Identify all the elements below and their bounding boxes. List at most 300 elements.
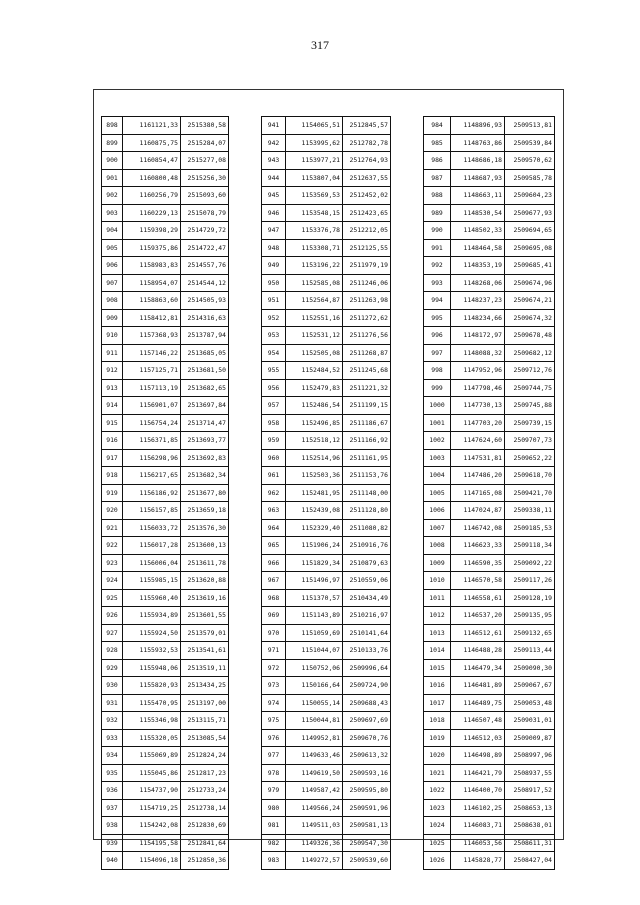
table-row bbox=[102, 222, 229, 240]
table-row bbox=[424, 117, 555, 135]
point-number-cell: 1013 bbox=[424, 624, 451, 642]
x-coordinate-cell: 1152531,12 bbox=[286, 327, 343, 345]
table-row bbox=[424, 554, 555, 572]
y-coordinate-cell: 2509682,12 bbox=[505, 344, 555, 362]
table-row bbox=[262, 712, 391, 730]
coordinate-table-2 bbox=[261, 116, 391, 870]
point-number-cell: 1011 bbox=[424, 589, 451, 607]
y-coordinate-cell: 2512738,14 bbox=[181, 799, 229, 817]
x-coordinate-cell: 1152439,08 bbox=[286, 502, 343, 520]
y-coordinate-cell: 2512125,55 bbox=[343, 239, 391, 257]
y-coordinate-cell: 2513541,61 bbox=[181, 642, 229, 660]
table-row bbox=[102, 169, 229, 187]
point-number-cell: 947 bbox=[262, 222, 286, 240]
point-number-cell: 901 bbox=[102, 169, 123, 187]
point-number-cell: 1015 bbox=[424, 659, 451, 677]
y-coordinate-cell: 2509090,30 bbox=[505, 659, 555, 677]
table-row bbox=[262, 397, 391, 415]
table-row bbox=[424, 782, 555, 800]
y-coordinate-cell: 2509570,62 bbox=[505, 152, 555, 170]
table-row bbox=[424, 624, 555, 642]
y-coordinate-cell: 2513682,65 bbox=[181, 379, 229, 397]
y-coordinate-cell: 2509067,67 bbox=[505, 677, 555, 695]
point-number-cell: 984 bbox=[424, 117, 451, 135]
table-row bbox=[262, 204, 391, 222]
point-number-cell: 906 bbox=[102, 257, 123, 275]
x-coordinate-cell: 1151496,97 bbox=[286, 572, 343, 590]
x-coordinate-cell: 1151059,69 bbox=[286, 624, 343, 642]
x-coordinate-cell: 1146512,03 bbox=[451, 729, 505, 747]
x-coordinate-cell: 1154065,51 bbox=[286, 117, 343, 135]
point-number-cell: 923 bbox=[102, 554, 123, 572]
y-coordinate-cell: 2514544,12 bbox=[181, 274, 229, 292]
y-coordinate-cell: 2513677,80 bbox=[181, 484, 229, 502]
point-number-cell: 1005 bbox=[424, 484, 451, 502]
table-row bbox=[102, 432, 229, 450]
table-row bbox=[262, 817, 391, 835]
x-coordinate-cell: 1152481,95 bbox=[286, 484, 343, 502]
x-coordinate-cell: 1156017,28 bbox=[123, 537, 181, 555]
table-row bbox=[424, 677, 555, 695]
x-coordinate-cell: 1149619,50 bbox=[286, 764, 343, 782]
y-coordinate-cell: 2512782,78 bbox=[343, 134, 391, 152]
point-number-cell: 974 bbox=[262, 694, 286, 712]
table-row bbox=[102, 659, 229, 677]
point-number-cell: 967 bbox=[262, 572, 286, 590]
point-number-cell: 943 bbox=[262, 152, 286, 170]
table-row bbox=[424, 607, 555, 625]
table-row bbox=[102, 729, 229, 747]
table-row bbox=[262, 554, 391, 572]
point-number-cell: 1020 bbox=[424, 747, 451, 765]
point-number-cell: 972 bbox=[262, 659, 286, 677]
point-number-cell: 955 bbox=[262, 362, 286, 380]
table-row bbox=[102, 257, 229, 275]
x-coordinate-cell: 1151370,57 bbox=[286, 589, 343, 607]
y-coordinate-cell: 2509685,41 bbox=[505, 257, 555, 275]
point-number-cell: 915 bbox=[102, 414, 123, 432]
x-coordinate-cell: 1148268,06 bbox=[451, 274, 505, 292]
table-row bbox=[262, 484, 391, 502]
x-coordinate-cell: 1146558,61 bbox=[451, 589, 505, 607]
point-number-cell: 959 bbox=[262, 432, 286, 450]
x-coordinate-cell: 1146537,20 bbox=[451, 607, 505, 625]
table-row bbox=[424, 712, 555, 730]
x-coordinate-cell: 1155948,06 bbox=[123, 659, 181, 677]
y-coordinate-cell: 2514316,63 bbox=[181, 309, 229, 327]
y-coordinate-cell: 2509421,70 bbox=[505, 484, 555, 502]
x-coordinate-cell: 1152551,16 bbox=[286, 309, 343, 327]
table-row bbox=[102, 327, 229, 345]
y-coordinate-cell: 2513682,34 bbox=[181, 467, 229, 485]
table-row bbox=[262, 502, 391, 520]
x-coordinate-cell: 1155470,95 bbox=[123, 694, 181, 712]
point-number-cell: 975 bbox=[262, 712, 286, 730]
y-coordinate-cell: 2509547,30 bbox=[343, 834, 391, 852]
table-row bbox=[262, 467, 391, 485]
table-row bbox=[102, 852, 229, 870]
y-coordinate-cell: 2513576,30 bbox=[181, 519, 229, 537]
x-coordinate-cell: 1152496,85 bbox=[286, 414, 343, 432]
x-coordinate-cell: 1146400,70 bbox=[451, 782, 505, 800]
table-row bbox=[262, 589, 391, 607]
x-coordinate-cell: 1153807,04 bbox=[286, 169, 343, 187]
point-number-cell: 977 bbox=[262, 747, 286, 765]
table-row bbox=[102, 694, 229, 712]
x-coordinate-cell: 1157125,71 bbox=[123, 362, 181, 380]
point-number-cell: 940 bbox=[102, 852, 123, 870]
y-coordinate-cell: 2509670,76 bbox=[343, 729, 391, 747]
y-coordinate-cell: 2513619,16 bbox=[181, 589, 229, 607]
point-number-cell: 958 bbox=[262, 414, 286, 432]
x-coordinate-cell: 1152479,83 bbox=[286, 379, 343, 397]
point-number-cell: 1004 bbox=[424, 467, 451, 485]
y-coordinate-cell: 2509674,21 bbox=[505, 292, 555, 310]
y-coordinate-cell: 2511979,19 bbox=[343, 257, 391, 275]
x-coordinate-cell: 1146083,71 bbox=[451, 817, 505, 835]
table-row bbox=[262, 659, 391, 677]
y-coordinate-cell: 2509135,95 bbox=[505, 607, 555, 625]
point-number-cell: 953 bbox=[262, 327, 286, 345]
y-coordinate-cell: 2509539,60 bbox=[343, 852, 391, 870]
y-coordinate-cell: 2513600,13 bbox=[181, 537, 229, 555]
x-coordinate-cell: 1148502,33 bbox=[451, 222, 505, 240]
x-coordinate-cell: 1147024,87 bbox=[451, 502, 505, 520]
x-coordinate-cell: 1154719,25 bbox=[123, 799, 181, 817]
y-coordinate-cell: 2514505,93 bbox=[181, 292, 229, 310]
y-coordinate-cell: 2511276,56 bbox=[343, 327, 391, 345]
x-coordinate-cell: 1148763,86 bbox=[451, 134, 505, 152]
x-coordinate-cell: 1149587,42 bbox=[286, 782, 343, 800]
y-coordinate-cell: 2511272,62 bbox=[343, 309, 391, 327]
table-row bbox=[262, 187, 391, 205]
point-number-cell: 899 bbox=[102, 134, 123, 152]
x-coordinate-cell: 1158954,07 bbox=[123, 274, 181, 292]
point-number-cell: 932 bbox=[102, 712, 123, 730]
y-coordinate-cell: 2513115,71 bbox=[181, 712, 229, 730]
x-coordinate-cell: 1156217,65 bbox=[123, 467, 181, 485]
y-coordinate-cell: 2511161,95 bbox=[343, 449, 391, 467]
y-coordinate-cell: 2510434,49 bbox=[343, 589, 391, 607]
point-number-cell: 946 bbox=[262, 204, 286, 222]
x-coordinate-cell: 1150752,06 bbox=[286, 659, 343, 677]
y-coordinate-cell: 2509591,96 bbox=[343, 799, 391, 817]
table-row bbox=[424, 834, 555, 852]
x-coordinate-cell: 1146489,75 bbox=[451, 694, 505, 712]
point-number-cell: 1002 bbox=[424, 432, 451, 450]
y-coordinate-cell: 2513714,47 bbox=[181, 414, 229, 432]
table-row bbox=[262, 362, 391, 380]
point-number-cell: 978 bbox=[262, 764, 286, 782]
table-row bbox=[102, 607, 229, 625]
x-coordinate-cell: 1146421,79 bbox=[451, 764, 505, 782]
x-coordinate-cell: 1148530,54 bbox=[451, 204, 505, 222]
point-number-cell: 919 bbox=[102, 484, 123, 502]
x-coordinate-cell: 1155934,89 bbox=[123, 607, 181, 625]
x-coordinate-cell: 1146488,28 bbox=[451, 642, 505, 660]
table-row bbox=[424, 572, 555, 590]
x-coordinate-cell: 1154195,58 bbox=[123, 834, 181, 852]
table-row bbox=[102, 799, 229, 817]
y-coordinate-cell: 2514722,47 bbox=[181, 239, 229, 257]
y-coordinate-cell: 2511268,87 bbox=[343, 344, 391, 362]
x-coordinate-cell: 1150166,64 bbox=[286, 677, 343, 695]
point-number-cell: 921 bbox=[102, 519, 123, 537]
table-row bbox=[262, 747, 391, 765]
y-coordinate-cell: 2513681,50 bbox=[181, 362, 229, 380]
table-row bbox=[262, 677, 391, 695]
table-row bbox=[102, 712, 229, 730]
y-coordinate-cell: 2509724,90 bbox=[343, 677, 391, 695]
table-row bbox=[424, 852, 555, 870]
y-coordinate-cell: 2514729,72 bbox=[181, 222, 229, 240]
y-coordinate-cell: 2509117,26 bbox=[505, 572, 555, 590]
point-number-cell: 907 bbox=[102, 274, 123, 292]
x-coordinate-cell: 1151143,89 bbox=[286, 607, 343, 625]
point-number-cell: 973 bbox=[262, 677, 286, 695]
table-row bbox=[424, 169, 555, 187]
point-number-cell: 924 bbox=[102, 572, 123, 590]
table-row bbox=[102, 642, 229, 660]
x-coordinate-cell: 1149272,57 bbox=[286, 852, 343, 870]
table-row bbox=[102, 309, 229, 327]
y-coordinate-cell: 2513197,00 bbox=[181, 694, 229, 712]
y-coordinate-cell: 2508638,01 bbox=[505, 817, 555, 835]
x-coordinate-cell: 1148896,93 bbox=[451, 117, 505, 135]
point-number-cell: 1024 bbox=[424, 817, 451, 835]
x-coordinate-cell: 1152514,96 bbox=[286, 449, 343, 467]
table-row bbox=[424, 729, 555, 747]
x-coordinate-cell: 1157368,93 bbox=[123, 327, 181, 345]
table-row bbox=[262, 624, 391, 642]
x-coordinate-cell: 1153196,22 bbox=[286, 257, 343, 275]
x-coordinate-cell: 1155045,86 bbox=[123, 764, 181, 782]
x-coordinate-cell: 1149633,46 bbox=[286, 747, 343, 765]
point-number-cell: 922 bbox=[102, 537, 123, 555]
point-number-cell: 987 bbox=[424, 169, 451, 187]
point-number-cell: 988 bbox=[424, 187, 451, 205]
x-coordinate-cell: 1149952,81 bbox=[286, 729, 343, 747]
y-coordinate-cell: 2509745,88 bbox=[505, 397, 555, 415]
point-number-cell: 1026 bbox=[424, 852, 451, 870]
x-coordinate-cell: 1147703,20 bbox=[451, 414, 505, 432]
point-number-cell: 962 bbox=[262, 484, 286, 502]
y-coordinate-cell: 2509581,13 bbox=[343, 817, 391, 835]
point-number-cell: 979 bbox=[262, 782, 286, 800]
y-coordinate-cell: 2509593,16 bbox=[343, 764, 391, 782]
y-coordinate-cell: 2513519,11 bbox=[181, 659, 229, 677]
y-coordinate-cell: 2513434,25 bbox=[181, 677, 229, 695]
y-coordinate-cell: 2509695,08 bbox=[505, 239, 555, 257]
x-coordinate-cell: 1159375,86 bbox=[123, 239, 181, 257]
y-coordinate-cell: 2512841,64 bbox=[181, 834, 229, 852]
point-number-cell: 997 bbox=[424, 344, 451, 362]
x-coordinate-cell: 1147798,46 bbox=[451, 379, 505, 397]
x-coordinate-cell: 1149566,24 bbox=[286, 799, 343, 817]
x-coordinate-cell: 1151906,24 bbox=[286, 537, 343, 555]
y-coordinate-cell: 2509604,23 bbox=[505, 187, 555, 205]
y-coordinate-cell: 2511263,98 bbox=[343, 292, 391, 310]
point-number-cell: 1023 bbox=[424, 799, 451, 817]
y-coordinate-cell: 2510216,97 bbox=[343, 607, 391, 625]
table-row bbox=[424, 274, 555, 292]
table-row bbox=[102, 187, 229, 205]
point-number-cell: 939 bbox=[102, 834, 123, 852]
x-coordinate-cell: 1154242,08 bbox=[123, 817, 181, 835]
x-coordinate-cell: 1155069,89 bbox=[123, 747, 181, 765]
x-coordinate-cell: 1153977,21 bbox=[286, 152, 343, 170]
x-coordinate-cell: 1152329,40 bbox=[286, 519, 343, 537]
point-number-cell: 1010 bbox=[424, 572, 451, 590]
table-row bbox=[262, 449, 391, 467]
table-row bbox=[424, 362, 555, 380]
table-row bbox=[424, 432, 555, 450]
y-coordinate-cell: 2509338,11 bbox=[505, 502, 555, 520]
y-coordinate-cell: 2509113,44 bbox=[505, 642, 555, 660]
y-coordinate-cell: 2515093,60 bbox=[181, 187, 229, 205]
x-coordinate-cell: 1157146,22 bbox=[123, 344, 181, 362]
x-coordinate-cell: 1151829,34 bbox=[286, 554, 343, 572]
x-coordinate-cell: 1156371,85 bbox=[123, 432, 181, 450]
table-row bbox=[262, 764, 391, 782]
x-coordinate-cell: 1155924,50 bbox=[123, 624, 181, 642]
point-number-cell: 1018 bbox=[424, 712, 451, 730]
table-row bbox=[262, 782, 391, 800]
table-row bbox=[102, 239, 229, 257]
point-number-cell: 942 bbox=[262, 134, 286, 152]
y-coordinate-cell: 2511186,67 bbox=[343, 414, 391, 432]
point-number-cell: 910 bbox=[102, 327, 123, 345]
point-number-cell: 991 bbox=[424, 239, 451, 257]
y-coordinate-cell: 2509585,78 bbox=[505, 169, 555, 187]
table-row bbox=[262, 572, 391, 590]
x-coordinate-cell: 1160875,75 bbox=[123, 134, 181, 152]
y-coordinate-cell: 2511080,82 bbox=[343, 519, 391, 537]
point-number-cell: 954 bbox=[262, 344, 286, 362]
y-coordinate-cell: 2515277,08 bbox=[181, 152, 229, 170]
y-coordinate-cell: 2508427,04 bbox=[505, 852, 555, 870]
point-number-cell: 966 bbox=[262, 554, 286, 572]
point-number-cell: 1001 bbox=[424, 414, 451, 432]
x-coordinate-cell: 1146507,48 bbox=[451, 712, 505, 730]
y-coordinate-cell: 2512452,02 bbox=[343, 187, 391, 205]
point-number-cell: 904 bbox=[102, 222, 123, 240]
point-number-cell: 985 bbox=[424, 134, 451, 152]
page-number: 317 bbox=[311, 38, 329, 52]
x-coordinate-cell: 1158412,81 bbox=[123, 309, 181, 327]
x-coordinate-cell: 1148663,11 bbox=[451, 187, 505, 205]
table-row bbox=[424, 467, 555, 485]
x-coordinate-cell: 1158983,83 bbox=[123, 257, 181, 275]
y-coordinate-cell: 2508611,31 bbox=[505, 834, 555, 852]
table-row bbox=[424, 484, 555, 502]
x-coordinate-cell: 1153995,62 bbox=[286, 134, 343, 152]
x-coordinate-cell: 1152505,08 bbox=[286, 344, 343, 362]
table-row bbox=[102, 519, 229, 537]
table-row bbox=[102, 484, 229, 502]
y-coordinate-cell: 2515256,30 bbox=[181, 169, 229, 187]
y-coordinate-cell: 2513620,88 bbox=[181, 572, 229, 590]
y-coordinate-cell: 2509996,64 bbox=[343, 659, 391, 677]
x-coordinate-cell: 1149326,36 bbox=[286, 834, 343, 852]
y-coordinate-cell: 2513085,54 bbox=[181, 729, 229, 747]
y-coordinate-cell: 2510879,63 bbox=[343, 554, 391, 572]
point-number-cell: 914 bbox=[102, 397, 123, 415]
y-coordinate-cell: 2512764,93 bbox=[343, 152, 391, 170]
point-number-cell: 905 bbox=[102, 239, 123, 257]
y-coordinate-cell: 2509513,81 bbox=[505, 117, 555, 135]
y-coordinate-cell: 2510141,64 bbox=[343, 624, 391, 642]
point-number-cell: 1022 bbox=[424, 782, 451, 800]
x-coordinate-cell: 1156186,92 bbox=[123, 484, 181, 502]
table-row bbox=[424, 589, 555, 607]
y-coordinate-cell: 2511153,76 bbox=[343, 467, 391, 485]
y-coordinate-cell: 2512850,36 bbox=[181, 852, 229, 870]
x-coordinate-cell: 1152518,12 bbox=[286, 432, 343, 450]
x-coordinate-cell: 1152484,52 bbox=[286, 362, 343, 380]
point-number-cell: 903 bbox=[102, 204, 123, 222]
point-number-cell: 1016 bbox=[424, 677, 451, 695]
x-coordinate-cell: 1152486,54 bbox=[286, 397, 343, 415]
y-coordinate-cell: 2509674,32 bbox=[505, 309, 555, 327]
point-number-cell: 970 bbox=[262, 624, 286, 642]
table-row bbox=[424, 799, 555, 817]
x-coordinate-cell: 1153308,71 bbox=[286, 239, 343, 257]
y-coordinate-cell: 2513579,01 bbox=[181, 624, 229, 642]
y-coordinate-cell: 2511128,80 bbox=[343, 502, 391, 520]
y-coordinate-cell: 2509688,43 bbox=[343, 694, 391, 712]
table-row bbox=[424, 379, 555, 397]
point-number-cell: 981 bbox=[262, 817, 286, 835]
point-number-cell: 908 bbox=[102, 292, 123, 310]
y-coordinate-cell: 2510559,06 bbox=[343, 572, 391, 590]
x-coordinate-cell: 1154096,18 bbox=[123, 852, 181, 870]
x-coordinate-cell: 1146590,35 bbox=[451, 554, 505, 572]
x-coordinate-cell: 1160854,47 bbox=[123, 152, 181, 170]
table-row bbox=[424, 817, 555, 835]
point-number-cell: 1009 bbox=[424, 554, 451, 572]
y-coordinate-cell: 2512817,23 bbox=[181, 764, 229, 782]
x-coordinate-cell: 1146481,89 bbox=[451, 677, 505, 695]
table-row bbox=[262, 852, 391, 870]
x-coordinate-cell: 1158863,60 bbox=[123, 292, 181, 310]
x-coordinate-cell: 1147952,96 bbox=[451, 362, 505, 380]
x-coordinate-cell: 1155932,53 bbox=[123, 642, 181, 660]
table-row bbox=[262, 537, 391, 555]
x-coordinate-cell: 1155320,05 bbox=[123, 729, 181, 747]
y-coordinate-cell: 2512824,24 bbox=[181, 747, 229, 765]
point-number-cell: 980 bbox=[262, 799, 286, 817]
x-coordinate-cell: 1146512,61 bbox=[451, 624, 505, 642]
point-number-cell: 1008 bbox=[424, 537, 451, 555]
table-row bbox=[102, 624, 229, 642]
y-coordinate-cell: 2512830,69 bbox=[181, 817, 229, 835]
x-coordinate-cell: 1150055,14 bbox=[286, 694, 343, 712]
point-number-cell: 926 bbox=[102, 607, 123, 625]
point-number-cell: 909 bbox=[102, 309, 123, 327]
y-coordinate-cell: 2508653,13 bbox=[505, 799, 555, 817]
x-coordinate-cell: 1155820,93 bbox=[123, 677, 181, 695]
table-row bbox=[102, 747, 229, 765]
y-coordinate-cell: 2509595,80 bbox=[343, 782, 391, 800]
x-coordinate-cell: 1145828,77 bbox=[451, 852, 505, 870]
y-coordinate-cell: 2513692,83 bbox=[181, 449, 229, 467]
point-number-cell: 952 bbox=[262, 309, 286, 327]
y-coordinate-cell: 2515380,58 bbox=[181, 117, 229, 135]
table-row bbox=[262, 729, 391, 747]
y-coordinate-cell: 2511246,06 bbox=[343, 274, 391, 292]
x-coordinate-cell: 1160800,48 bbox=[123, 169, 181, 187]
